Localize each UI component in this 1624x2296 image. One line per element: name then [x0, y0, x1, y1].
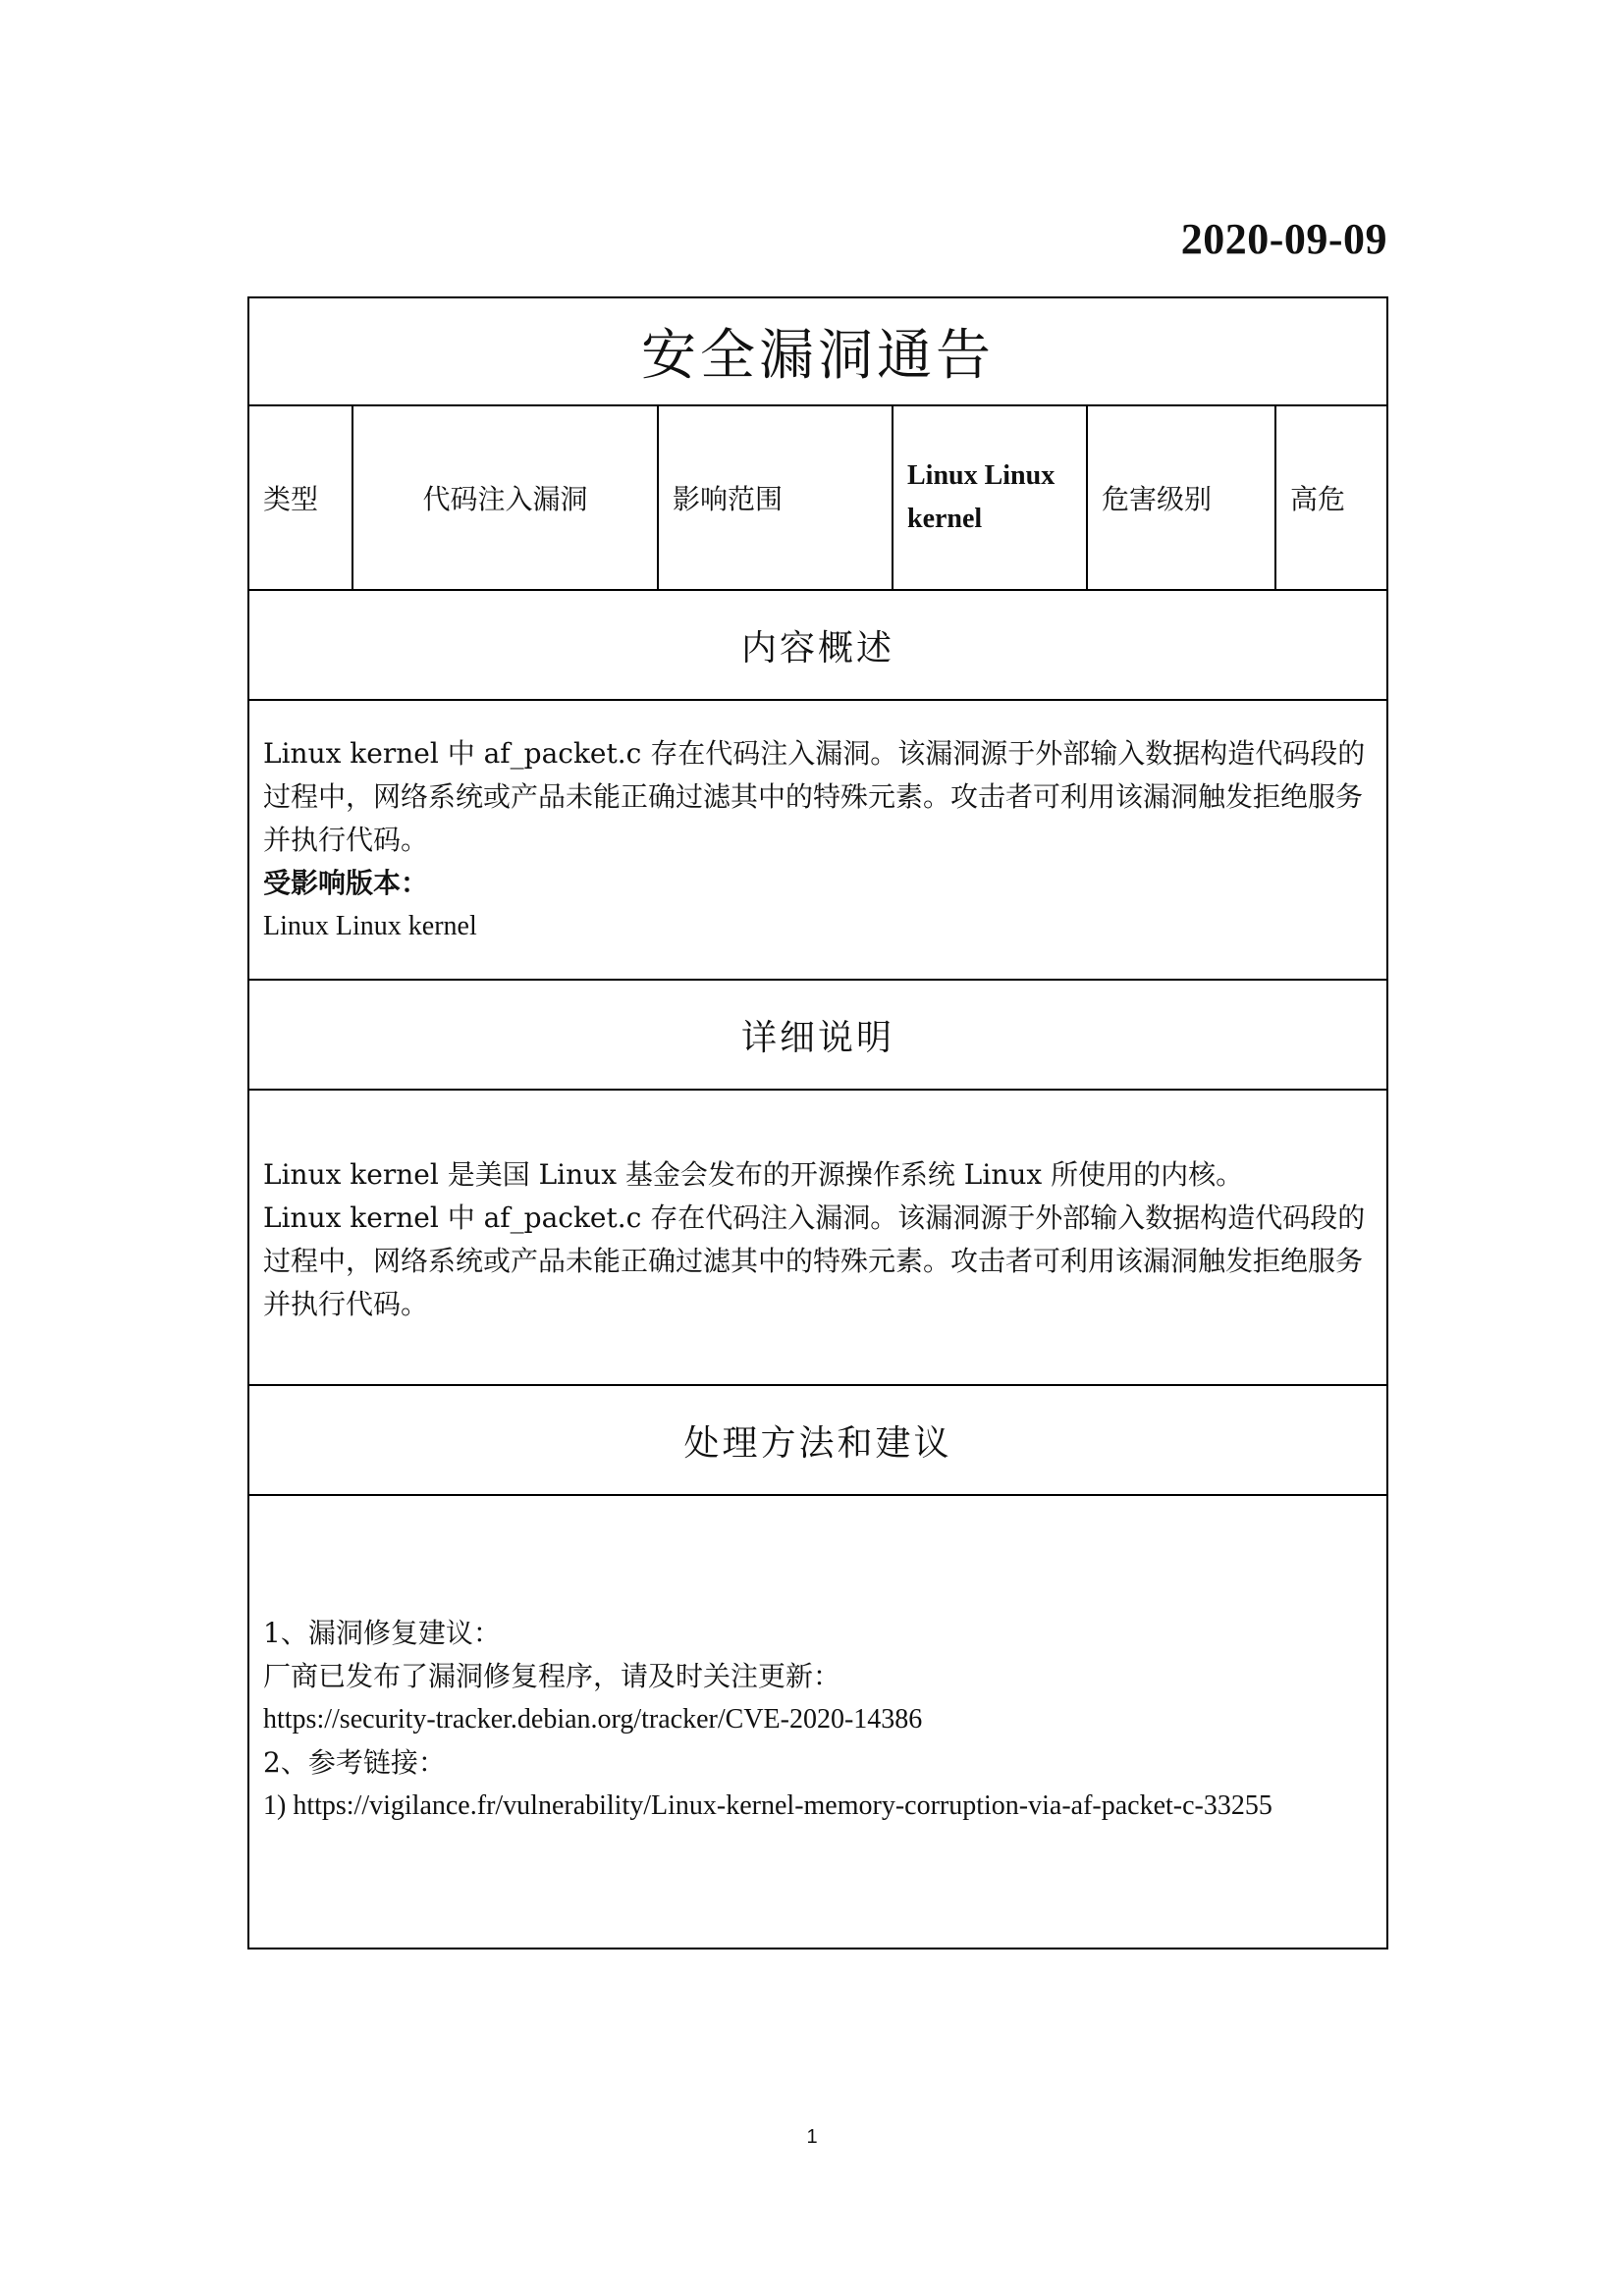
summary-body: [249, 701, 1386, 981]
notice-date: 2020-09-09: [1180, 215, 1387, 263]
reference-link[interactable]: 1) https://vigilance.fr/vulnerability/Linux-kernel-memory-corruption-via-af-packet-c-33255: [263, 1790, 1272, 1821]
details-body: [249, 1091, 1386, 1386]
level-label: 危害级别: [1088, 406, 1276, 589]
fix-advice-label: 1、漏洞修复建议：: [263, 1617, 501, 1649]
affected-versions-value: Linux Linux kernel: [263, 911, 477, 941]
reference-links-label: 2、参考链接：: [263, 1746, 446, 1779]
remediation-heading: 处理方法和建议: [249, 1386, 1386, 1496]
type-value: 代码注入漏洞: [353, 406, 659, 589]
summary-paragraph: Linux kernel 中 af_packet.c 存在代码注入漏洞。该漏洞源于外部输入数据构造代码段的过程中，网络系统或产品未能正确过滤其中的特殊元素。攻击者可利用该漏洞触发拒绝服务并执行代码。: [263, 737, 1366, 856]
scope-value: Linux Linux kernel: [893, 406, 1088, 589]
level-value: 高危: [1290, 483, 1346, 515]
details-heading: 详细说明: [249, 981, 1386, 1091]
meta-row: [249, 406, 1386, 591]
notice-table: [247, 296, 1388, 1949]
scope-label: 影响范围: [659, 406, 893, 589]
details-paragraph-1: Linux kernel 是美国 Linux 基金会发布的开源操作系统 Linux 所使用的内核。: [263, 1158, 1244, 1191]
details-paragraph-2: Linux kernel 中 af_packet.c 存在代码注入漏洞。该漏洞源于外部输入数据构造代码段的过程中，网络系统或产品未能正确过滤其中的特殊元素。攻击者可利用该漏洞触发拒绝服务并执行代码。: [263, 1201, 1366, 1320]
affected-versions-label: 受影响版本：: [263, 867, 429, 899]
fix-advice-text: 厂商已发布了漏洞修复程序，请及时关注更新：: [263, 1660, 841, 1692]
remediation-body: [249, 1496, 1386, 1948]
fix-advice-link[interactable]: https://security-tracker.debian.org/tracker/CVE-2020-14386: [263, 1704, 923, 1735]
summary-heading: 内容概述: [249, 591, 1386, 701]
notice-title: 安全漏洞通告: [249, 298, 1386, 406]
page-number: 1: [806, 2126, 818, 2148]
type-label: 类型: [249, 406, 353, 589]
